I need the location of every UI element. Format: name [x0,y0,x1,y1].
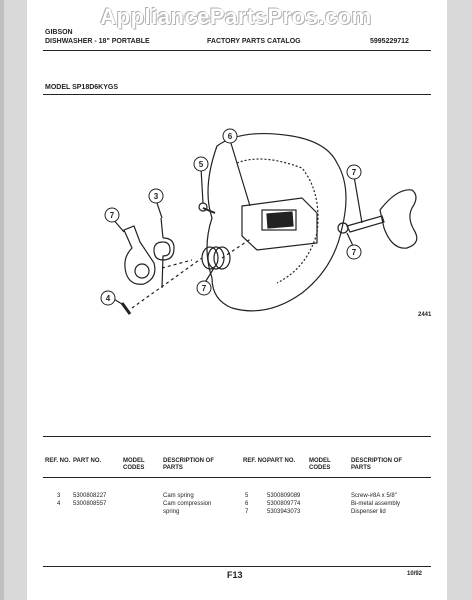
table-header-rule [43,477,431,478]
header-desc-right: DESCRIPTION OF PARTS [351,458,403,471]
table-top-rule [43,436,431,437]
header-desc-left: DESCRIPTION OF PARTS [163,458,215,471]
right-row-part: 5300809774 [267,501,301,507]
exploded-parts-diagram [62,118,432,338]
cam-spring-shape [154,238,174,288]
callout-number: 7 [351,168,357,177]
diagram-number: 2441 [418,312,432,318]
catalog-title: FACTORY PARTS CATALOG [207,38,301,45]
watermark-text: AppliancePartsPros.com [100,4,372,29]
left-row-ref: 4 [57,501,61,507]
left-row-desc: Cam compression [163,501,212,507]
header-codes-left: MODEL CODES [123,458,145,471]
header-ref-left: REF. NO. [45,458,71,464]
header-ref-right: REF. NO. [243,458,269,464]
model-rule [43,94,431,95]
left-row-desc: spring [163,509,180,515]
cam-lever-shape [124,226,155,284]
right-row-ref: 6 [245,501,249,507]
dispenser-lid-arm [347,216,384,232]
right-row-ref: 7 [245,509,249,515]
footer-rule [43,566,431,567]
product-label: DISHWASHER - 18" PORTABLE [45,38,150,45]
catalog-number: 5995229712 [370,38,409,45]
header-codes-right: MODEL CODES [309,458,331,471]
callout-number: 4 [105,294,111,303]
left-row-part: 5300808227 [73,493,107,499]
callout-number: 7 [201,284,207,293]
callout-number: 6 [227,132,233,141]
right-row-part: 5303943073 [267,509,301,515]
callout-number: 3 [153,192,159,201]
left-row-desc: Cam spring [163,493,194,499]
callout-number: 7 [351,248,357,257]
header-part-left: PART NO. [73,458,102,464]
page-date: 10/92 [407,571,423,577]
left-row-part: 5300808557 [73,501,107,507]
right-row-desc: Screw-#8A x 5/8" [351,493,397,499]
callout-number: 7 [109,211,115,220]
brand-label: GIBSON [45,29,73,36]
dispenser-lid-shape [380,190,417,248]
right-row-part: 5300809089 [267,493,301,499]
right-row-ref: 5 [245,493,249,499]
right-row-desc: Bi-metal assembly [351,501,401,507]
callout-number: 5 [198,160,204,169]
scan-edge [0,0,4,600]
left-row-ref: 3 [57,493,61,499]
header-part-right: PART NO. [267,458,296,464]
pin-shape [122,303,130,314]
model-label: MODEL SP18D6KYGS [45,84,119,91]
right-row-desc: Dispenser lid [351,509,386,515]
page-number: F13 [227,570,243,580]
header-rule [43,50,431,51]
parts-catalog-page [27,0,447,600]
